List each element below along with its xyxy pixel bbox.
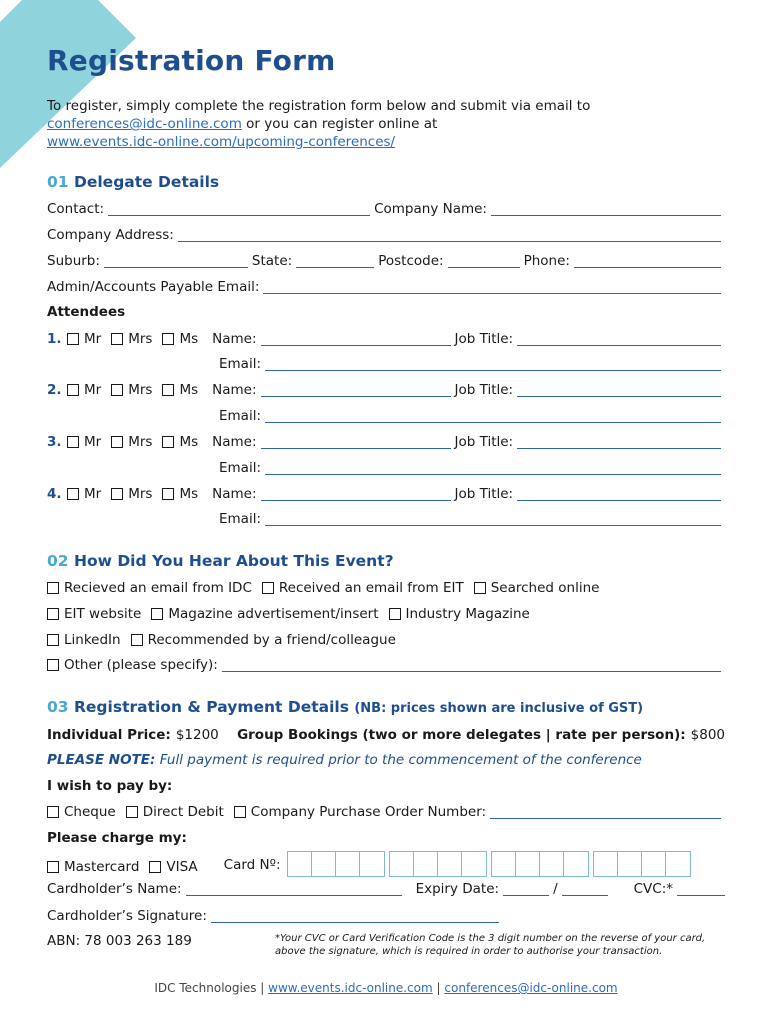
cvc-label: CVC:* — [633, 881, 673, 897]
expiry-month-field[interactable] — [503, 882, 549, 896]
footer-url-link[interactable]: www.events.idc-online.com — [268, 981, 433, 995]
cvc-field[interactable] — [677, 882, 725, 896]
individual-price-label: Individual Price: — [47, 727, 171, 743]
section-delegate-details — [47, 173, 219, 191]
magazine-ad-label: Magazine advertisement/insert — [168, 606, 379, 622]
name-label: Name: — [212, 331, 257, 347]
purchase-order-checkbox[interactable] — [234, 806, 246, 818]
price-row — [47, 725, 725, 745]
mr-label: Mr — [84, 486, 102, 502]
company-name-label: Company Name: — [374, 201, 487, 217]
note-text: Full payment is required prior to the commencement of the conference — [159, 752, 642, 768]
phone-field[interactable] — [574, 254, 721, 268]
name-label: Name: — [212, 434, 257, 450]
hear-row-4 — [47, 655, 725, 675]
searched-online-label: Searched online — [490, 580, 600, 596]
mr-label: Mr — [84, 331, 102, 347]
linkedin-label: LinkedIn — [64, 632, 121, 648]
name-field[interactable] — [261, 383, 451, 397]
eit-email-checkbox[interactable] — [262, 582, 274, 594]
state-label: State: — [251, 253, 293, 269]
charge-label: Please charge my: — [47, 830, 187, 846]
cheque-checkbox[interactable] — [47, 806, 59, 818]
section-registration-payment — [47, 698, 643, 716]
hear-row-2 — [47, 604, 725, 624]
hear-row-1 — [47, 578, 725, 598]
recommended-checkbox[interactable] — [131, 634, 143, 646]
ms-label: Ms — [179, 331, 199, 347]
mrs-label: Mrs — [128, 382, 153, 398]
footer-separator: | — [436, 981, 441, 995]
mrs-checkbox[interactable] — [111, 488, 123, 500]
row-contact — [47, 199, 725, 219]
idc-email-checkbox[interactable] — [47, 582, 59, 594]
section-title: Registration & Payment Details — [73, 698, 349, 716]
signature-field[interactable] — [211, 909, 499, 923]
group-price-label: Group Bookings (two or more delegates | rate per person): — [237, 727, 686, 743]
cardholder-row — [47, 879, 725, 899]
company-name-field[interactable] — [491, 202, 721, 216]
row-company-address — [47, 225, 725, 245]
intro-url-link[interactable]: www.events.idc-online.com/upcoming-conferences/ — [47, 134, 396, 150]
page-title: Registration Form — [47, 44, 336, 77]
email-field[interactable] — [265, 461, 721, 475]
mrs-checkbox[interactable] — [111, 436, 123, 448]
expiry-year-field[interactable] — [562, 882, 608, 896]
expiry-label: Expiry Date: — [415, 881, 500, 897]
mastercard-label: Mastercard — [64, 859, 140, 875]
ms-checkbox[interactable] — [162, 333, 174, 345]
eit-website-checkbox[interactable] — [47, 608, 59, 620]
attendee-4-row — [47, 484, 725, 504]
name-label: Name: — [212, 382, 257, 398]
postcode-label: Postcode: — [378, 253, 444, 269]
mr-label: Mr — [84, 382, 102, 398]
job-title-field[interactable] — [517, 383, 721, 397]
job-title-label: Job Title: — [454, 331, 514, 347]
company-address-label: Company Address: — [47, 227, 174, 243]
footer — [47, 981, 725, 995]
section-number: 02 — [47, 552, 69, 570]
mr-checkbox[interactable] — [67, 384, 79, 396]
row-admin-email — [47, 277, 725, 297]
attendee-4-email-row — [47, 509, 725, 529]
attendees-heading — [47, 302, 725, 322]
pay-by-label: I wish to pay by: — [47, 778, 173, 794]
attendee-number: 2. — [47, 382, 62, 398]
mr-checkbox[interactable] — [67, 436, 79, 448]
purchase-order-field[interactable] — [490, 805, 721, 819]
mr-checkbox[interactable] — [67, 333, 79, 345]
cardholder-name-label: Cardholder’s Name: — [47, 881, 182, 897]
ms-checkbox[interactable] — [162, 436, 174, 448]
email-field[interactable] — [265, 512, 721, 526]
mrs-checkbox[interactable] — [111, 384, 123, 396]
ms-label: Ms — [179, 382, 199, 398]
state-field[interactable] — [296, 254, 374, 268]
other-checkbox[interactable] — [47, 659, 59, 671]
section-how-did-you-hear — [47, 552, 394, 570]
eit-email-label: Received an email from EIT — [278, 580, 464, 596]
ms-checkbox[interactable] — [162, 384, 174, 396]
gst-note: (NB: prices shown are inclusive of GST) — [354, 701, 644, 716]
pay-by-heading — [47, 776, 725, 796]
card-row — [47, 851, 725, 877]
pay-method-row — [47, 802, 725, 822]
payment-note — [47, 752, 642, 768]
industry-magazine-checkbox[interactable] — [389, 608, 401, 620]
intro-text — [47, 97, 590, 151]
email-label: Email: — [219, 460, 262, 476]
contact-field[interactable] — [108, 202, 370, 216]
cheque-label: Cheque — [64, 804, 116, 820]
individual-price: $1200 — [175, 727, 219, 743]
email-field[interactable] — [265, 357, 721, 371]
note-label: PLEASE NOTE: — [47, 752, 156, 768]
idc-email-label: Recieved an email from IDC — [64, 580, 252, 596]
card-number-field[interactable] — [287, 851, 695, 877]
phone-label: Phone: — [523, 253, 570, 269]
purchase-order-label: Company Purchase Order Number: — [250, 804, 487, 820]
intro-mid: or you can register online at — [241, 116, 438, 132]
attendee-1-row — [47, 329, 725, 349]
attendee-2-row — [47, 380, 725, 400]
other-label: Other (please specify): — [64, 657, 218, 673]
visa-label: VISA — [166, 859, 198, 875]
magazine-ad-checkbox[interactable] — [151, 608, 163, 620]
abn-text: ABN: 78 003 263 189 — [47, 933, 192, 949]
row-suburb — [47, 251, 725, 271]
section-number: 01 — [47, 173, 69, 191]
job-title-field[interactable] — [517, 487, 721, 501]
attendee-3-email-row — [47, 458, 725, 478]
ms-checkbox[interactable] — [162, 488, 174, 500]
attendee-1-email-row — [47, 354, 725, 374]
admin-email-label: Admin/Accounts Payable Email: — [47, 279, 260, 295]
section-title: How Did You Hear About This Event? — [73, 552, 394, 570]
signature-row — [47, 906, 725, 926]
intro-email-link[interactable]: conferences@idc-online.com — [47, 116, 242, 132]
mrs-label: Mrs — [128, 434, 153, 450]
admin-email-field[interactable] — [263, 280, 721, 294]
footer-email-link[interactable]: conferences@idc-online.com — [444, 981, 618, 995]
attendee-number: 3. — [47, 434, 62, 450]
charge-heading — [47, 828, 725, 848]
postcode-field[interactable] — [448, 254, 520, 268]
cardholder-name-field[interactable] — [186, 882, 402, 896]
email-field[interactable] — [265, 409, 721, 423]
card-number-label: Card Nº: — [223, 857, 281, 873]
suburb-field[interactable] — [104, 254, 248, 268]
ms-label: Ms — [179, 434, 199, 450]
group-price: $800 — [690, 727, 725, 743]
direct-debit-label: Direct Debit — [142, 804, 224, 820]
attendee-number: 1. — [47, 331, 62, 347]
attendees-label: Attendees — [47, 304, 126, 320]
name-field[interactable] — [261, 487, 451, 501]
attendee-3-row — [47, 432, 725, 452]
email-label: Email: — [219, 356, 262, 372]
industry-magazine-label: Industry Magazine — [405, 606, 530, 622]
mrs-label: Mrs — [128, 486, 153, 502]
signature-label: Cardholder’s Signature: — [47, 908, 207, 924]
eit-website-label: EIT website — [64, 606, 142, 622]
linkedin-checkbox[interactable] — [47, 634, 59, 646]
email-label: Email: — [219, 511, 262, 527]
mr-checkbox[interactable] — [67, 488, 79, 500]
name-field[interactable] — [261, 435, 451, 449]
footer-company: IDC Technologies | — [154, 981, 265, 995]
searched-online-checkbox[interactable] — [474, 582, 486, 594]
hear-row-3 — [47, 630, 725, 650]
visa-checkbox[interactable] — [149, 861, 161, 873]
section-title: Delegate Details — [73, 173, 220, 191]
job-title-label: Job Title: — [454, 382, 514, 398]
expiry-slash: / — [553, 881, 558, 897]
ms-label: Ms — [179, 486, 199, 502]
company-address-field[interactable] — [178, 228, 721, 242]
recommended-label: Recommended by a friend/colleague — [147, 632, 396, 648]
job-title-field[interactable] — [517, 435, 721, 449]
suburb-label: Suburb: — [47, 253, 100, 269]
contact-label: Contact: — [47, 201, 105, 217]
job-title-label: Job Title: — [454, 434, 514, 450]
attendee-number: 4. — [47, 486, 62, 502]
name-field[interactable] — [261, 332, 451, 346]
cvc-footnote: *Your CVC or Card Verification Code is the 3 digit number on the reverse of your card, above the signature, which is required in order to authorise your transaction. — [275, 933, 706, 957]
section-number: 03 — [47, 698, 69, 716]
other-field[interactable] — [222, 658, 721, 672]
job-title-label: Job Title: — [454, 486, 514, 502]
intro-line: To register, simply complete the registration form below and submit via email to — [47, 98, 591, 114]
name-label: Name: — [212, 486, 257, 502]
mrs-label: Mrs — [128, 331, 153, 347]
mr-label: Mr — [84, 434, 102, 450]
mastercard-checkbox[interactable] — [47, 861, 59, 873]
job-title-field[interactable] — [517, 332, 721, 346]
mrs-checkbox[interactable] — [111, 333, 123, 345]
email-label: Email: — [219, 408, 262, 424]
attendee-2-email-row — [47, 406, 725, 426]
direct-debit-checkbox[interactable] — [126, 806, 138, 818]
